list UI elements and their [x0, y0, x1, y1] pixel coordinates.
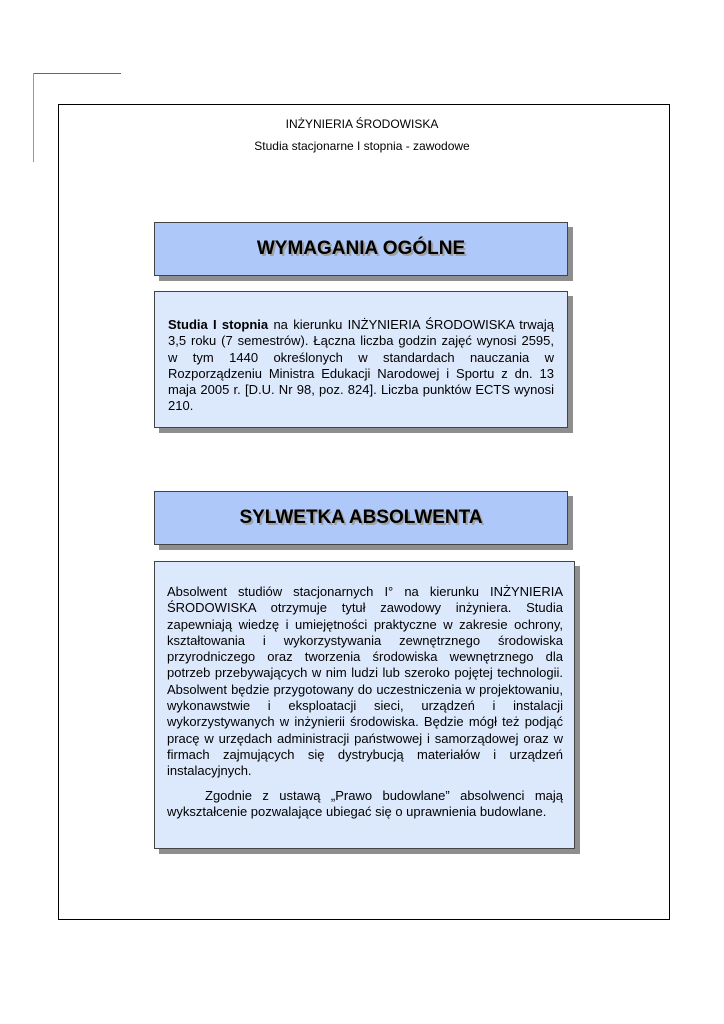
general-requirements-heading [154, 222, 568, 276]
study-mode-subtitle: Studia stacjonarne I stopnia - zawodowe [254, 139, 470, 153]
faculty-title: INŻYNIERIA ŚRODOWISKA [285, 117, 439, 131]
crop-mark-horizontal [33, 73, 121, 74]
graduate-profile-heading [154, 491, 568, 545]
general-requirements-lead: Studia I stopnia [168, 317, 269, 332]
general-requirements-box [154, 291, 568, 428]
graduate-profile-paragraph-1: Absolwent studiów stacjonarnych I° na kierunku INŻYNIERIA ŚRODOWISKA otrzymuje tytuł zawodowy inżyniera. Studia zapewniają wiedzę i umiejętności praktyczne w zakresie ochrony, kształtowania i wykorzystywania zewnętrznego środowiska przyrodniczego oraz tworzenia środowiska wewnętrznego dla potrzeb przebywających w nim ludzi lub szeroko pojętej technologii. Absolwent będzie przygotowany do uczestniczenia w projektowaniu, wykonawstwie i eksploatacji sieci, urządzeń i instalacji wykorzystywanych w inżynierii środowiska. Będzie mógł też podjąć pracę w urzędach administracji państwowej i samorządowej oraz w firmach zajmujących się dystrybucją materiałów i urządzeń instalacyjnych. [167, 584, 563, 779]
graduate-profile-title: SYLWETKA ABSOLWENTA [239, 507, 483, 528]
graduate-profile-box [154, 561, 575, 849]
graduate-profile-paragraph-2: Zgodnie z ustawą „Prawo budowlane” absolwenci mają wykształcenie pozwalające ubiegać się o uprawnienia budowlane. [167, 787, 563, 819]
general-requirements-text [168, 317, 554, 415]
general-requirements-title: WYMAGANIA OGÓLNE [256, 238, 466, 259]
general-requirements-body: na kierunku INŻYNIERIA ŚRODOWISKA trwają 3,5 roku (7 semestrów). Łączna liczba godzin zajęć wynosi 2595, w tym 1440 określonych w standardach nauczania w Rozporządzeniu Ministra Edukacji Narodowej i Sportu z dn. 13 maja 2005 r. [D.U. Nr 98, poz. 824]. Liczba punktów ECTS wynosi 210. [168, 317, 554, 414]
